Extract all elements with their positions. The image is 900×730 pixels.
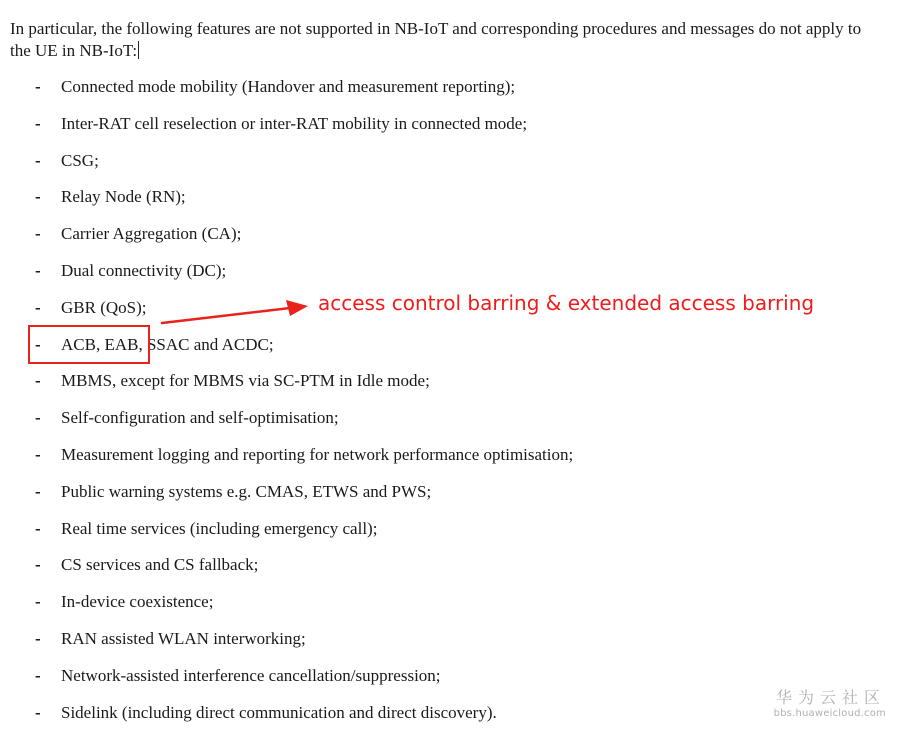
list-bullet: - bbox=[35, 555, 41, 574]
list-bullet: - bbox=[35, 77, 41, 96]
list-item-text: Measurement logging and reporting for network performance optimisation; bbox=[61, 445, 574, 464]
highlight-box bbox=[28, 325, 150, 364]
list-item-text: Self-configuration and self-optimisation; bbox=[61, 408, 339, 427]
list-item-text: Connected mode mobility (Handover and measurement reporting); bbox=[61, 77, 516, 96]
list-item-text: CSG; bbox=[61, 151, 99, 170]
list-item-text: Network-assisted interference cancellation/suppression; bbox=[61, 666, 441, 685]
watermark bbox=[774, 688, 886, 720]
annotation-arrow-icon bbox=[158, 296, 314, 330]
text-cursor bbox=[138, 41, 139, 59]
intro-text: In particular, the following features are not supported in NB-IoT and corresponding procedures and messages do not apply to the UE in NB-IoT: bbox=[10, 19, 862, 60]
list-bullet: - bbox=[35, 261, 41, 280]
clipped-preceding-line bbox=[262, 0, 266, 8]
list-bullet: - bbox=[35, 114, 41, 133]
list-item-text: RAN assisted WLAN interworking; bbox=[61, 629, 306, 648]
intro-paragraph bbox=[10, 18, 870, 62]
list-item-text: ACB, EAB, SSAC and ACDC; bbox=[61, 335, 274, 354]
list-bullet: - bbox=[35, 335, 41, 354]
list-bullet: - bbox=[35, 592, 41, 611]
list-bullet: - bbox=[35, 187, 41, 206]
watermark-url: bbs.huaweicloud.com bbox=[773, 708, 886, 719]
list-item-text: GBR (QoS); bbox=[61, 298, 147, 317]
list-item-text: Dual connectivity (DC); bbox=[61, 261, 227, 280]
annotation-text: access control barring & extended access barring bbox=[318, 291, 815, 315]
list-item-text: Public warning systems e.g. CMAS, ETWS and PWS; bbox=[61, 482, 432, 501]
list-bullet: - bbox=[35, 408, 41, 427]
list-bullet: - bbox=[35, 629, 41, 648]
list-bullet: - bbox=[35, 519, 41, 538]
list-bullet: - bbox=[35, 371, 41, 390]
list-bullet: - bbox=[35, 445, 41, 464]
list-item-text: Inter-RAT cell reselection or inter-RAT mobility in connected mode; bbox=[61, 114, 528, 133]
list-bullet: - bbox=[35, 666, 41, 685]
list-bullet: - bbox=[35, 151, 41, 170]
watermark-title: 华为云社区 bbox=[775, 688, 886, 707]
list-item-text: Carrier Aggregation (CA); bbox=[61, 224, 242, 243]
list-bullet: - bbox=[35, 224, 41, 243]
list-item-text: Relay Node (RN); bbox=[61, 187, 186, 206]
list-bullet: - bbox=[35, 482, 41, 501]
list-item-text: CS services and CS fallback; bbox=[61, 555, 259, 574]
list-bullet: - bbox=[35, 703, 41, 722]
list-item-text: MBMS, except for MBMS via SC-PTM in Idle mode; bbox=[61, 371, 430, 390]
list-item-text: Real time services (including emergency call); bbox=[61, 519, 378, 538]
list-item-text: In-device coexistence; bbox=[61, 592, 214, 611]
list-bullet: - bbox=[35, 298, 41, 317]
list-item-text: Sidelink (including direct communication and direct discovery). bbox=[61, 703, 497, 722]
